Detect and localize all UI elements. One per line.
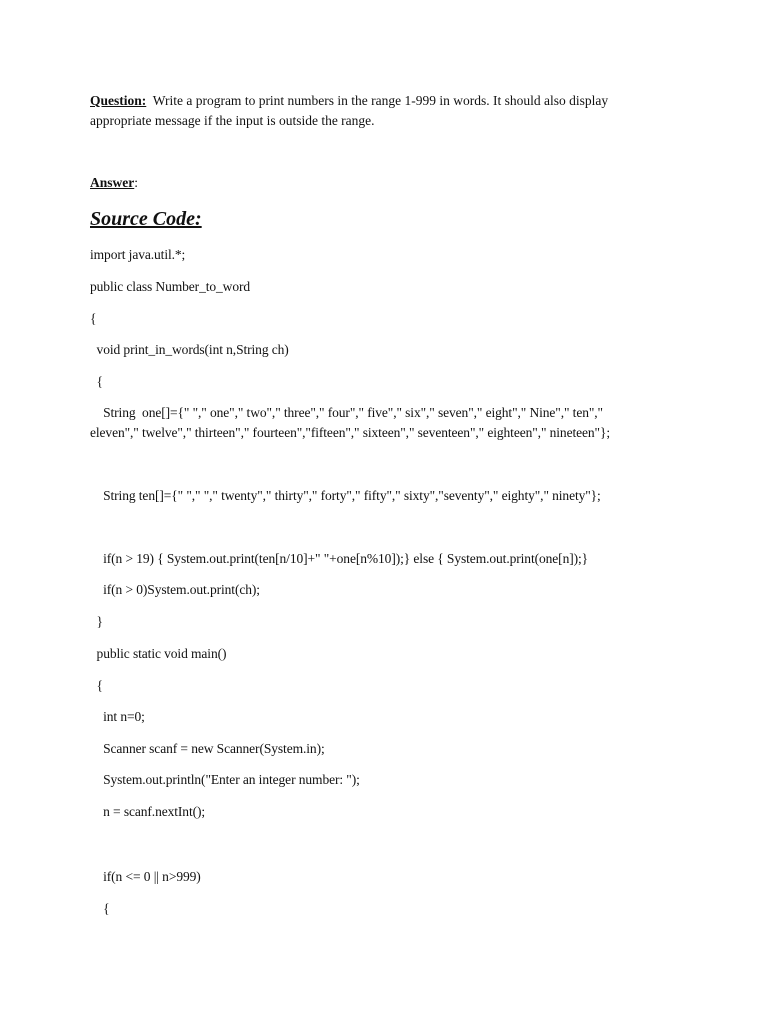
code-line-import: import java.util.*; [90,247,186,262]
answer-line [90,173,650,193]
code-line-int-n: int n=0; [90,709,145,724]
code-line-ten-array: String ten[]={" "," "," twenty"," thirty"," forty"," fifty"," sixty","seventy"," eighty"," ninety"}; [90,488,601,503]
code-line-method-decl: void print_in_words(int n,String ch) [90,342,289,357]
question-line-2: appropriate message if the input is outside the range. [90,113,375,128]
code-line-one-array-1: String one[]={" "," one"," two"," three"," four"," five"," six"," seven"," eight"," Nine"," ten"," [90,405,603,420]
code-line-one-array-2: eleven"," twelve"," thirteen"," fourteen","fifteen"," sixteen"," seventeen"," eighteen"," nineteen"}; [90,425,611,440]
code-line-class: public class Number_to_word [90,279,251,294]
code-line-open-class: { [90,311,97,326]
code-line-if-0: if(n > 0)System.out.print(ch); [90,582,260,597]
question-text-1: Write a program to print numbers in the range 1-999 in words. It should also display [146,93,609,108]
code-line-open-main: { [90,678,103,693]
answer-colon: : [134,175,139,190]
code-line-open-method: { [90,374,103,389]
code-line-if-range: if(n <= 0 || n>999) [90,869,201,884]
code-line-nextint: n = scanf.nextInt(); [90,804,206,819]
code-line-main-decl: public static void main() [90,646,227,661]
source-code-heading: Source Code: [90,208,202,230]
code-line-close-method: } [90,614,103,629]
code-line-if-19: if(n > 19) { System.out.print(ten[n/10]+" "+one[n%10]);} else { System.out.print(one[n]);} [90,551,589,566]
code-line-open-if: { [90,901,110,916]
code-line-println: System.out.println("Enter an integer number: "); [90,772,360,787]
code-line-scanner: Scanner scanf = new Scanner(System.in); [90,741,325,756]
question-label: Question: [90,93,147,108]
answer-label: Answer [90,175,135,190]
question-line-1 [90,91,650,111]
